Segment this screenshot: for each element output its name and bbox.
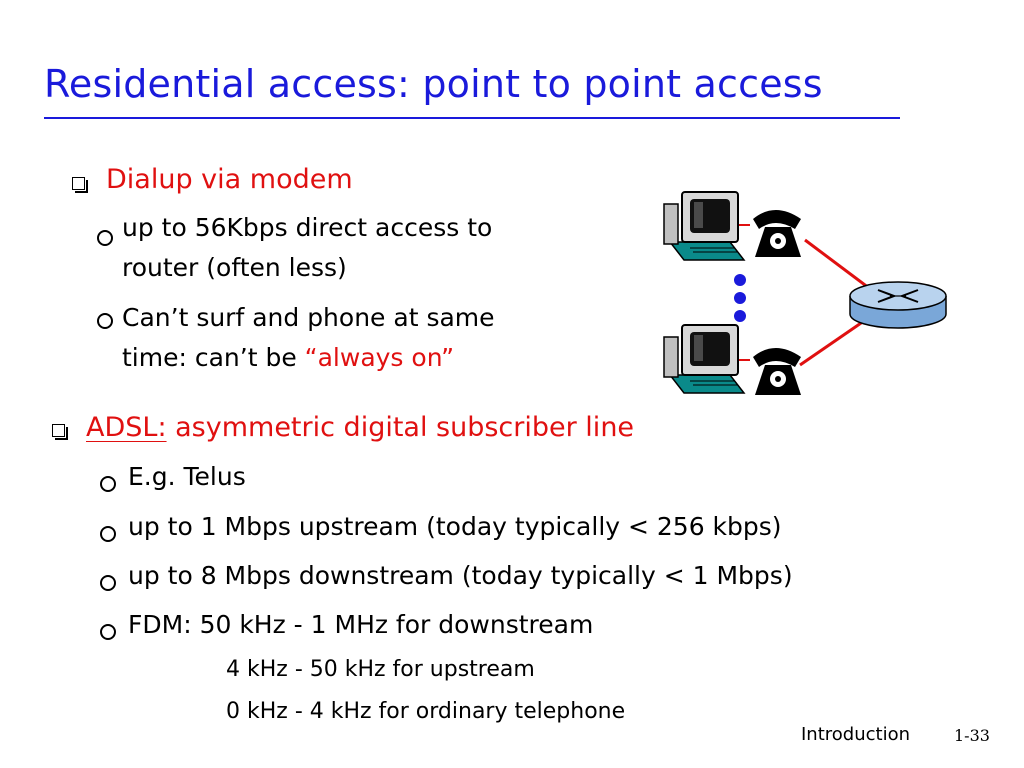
circle-bullet-icon (100, 476, 116, 492)
ellipsis-dot (734, 310, 746, 322)
adsl-heading-rest: asymmetric digital subscriber line (166, 412, 635, 443)
footer-section: Introduction (801, 724, 911, 745)
circle-bullet-icon (97, 230, 113, 246)
adsl-bullet-telus: E.g. Telus (128, 462, 246, 491)
adsl-fdm-upstream: 4 kHz - 50 kHz for upstream (226, 657, 535, 682)
telephone-icon (753, 348, 801, 395)
adsl-fdm-telephone: 0 kHz - 4 kHz for ordinary telephone (226, 699, 626, 724)
adsl-bullet-fdm: FDM: 50 kHz - 1 MHz for downstream (128, 610, 594, 639)
circle-bullet-icon (100, 624, 116, 640)
dialup-bullet1-line1: up to 56Kbps direct access to (122, 213, 493, 242)
dialup-bullet2-line1: Can’t surf and phone at same (122, 303, 495, 332)
adsl-heading (86, 412, 634, 443)
circle-bullet-icon (100, 526, 116, 542)
always-on-emphasis: “always on” (304, 343, 455, 372)
router-icon (850, 282, 946, 328)
dialup-heading: Dialup via modem (106, 164, 353, 195)
dialup-bullet2-prefix: time: can’t be (122, 343, 305, 372)
adsl-bullet-downstream: up to 8 Mbps downstream (today typically < 1 Mbps) (128, 561, 793, 590)
telephone-icon (753, 210, 801, 257)
computer-icon (664, 192, 744, 260)
square-bullet-icon (72, 177, 85, 190)
circle-bullet-icon (100, 575, 116, 591)
computer-icon (664, 325, 744, 393)
circle-bullet-icon (97, 313, 113, 329)
page-title: Residential access: point to point access (44, 62, 823, 106)
title-underline (44, 117, 900, 119)
ellipsis-dot (734, 292, 746, 304)
dialup-bullet2-line2 (122, 343, 454, 372)
dialup-diagram (640, 180, 950, 400)
adsl-abbr: ADSL: (86, 412, 167, 443)
ellipsis-dot (734, 274, 746, 286)
footer-page-number: 1-33 (954, 726, 990, 745)
square-bullet-icon (52, 424, 65, 437)
dialup-bullet1-line2: router (often less) (122, 253, 347, 282)
adsl-bullet-upstream: up to 1 Mbps upstream (today typically < 256 kbps) (128, 512, 782, 541)
